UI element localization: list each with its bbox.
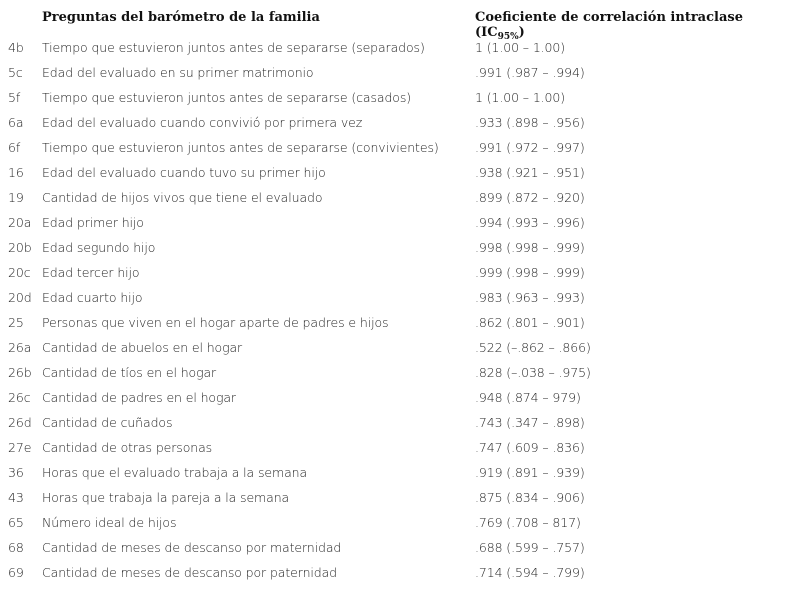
table-row	[0, 560, 795, 585]
row-question: Edad del evaluado en su primer matrimonio	[42, 65, 314, 80]
table-row	[0, 535, 795, 560]
row-icc: .994 (.993 – .996)	[475, 215, 585, 230]
table-row	[0, 210, 795, 235]
row-icc: .714 (.594 – .799)	[475, 565, 585, 580]
row-icc: 1 (1.00 – 1.00)	[475, 40, 566, 55]
row-id: 20d	[8, 290, 32, 305]
table-row	[0, 310, 795, 335]
row-question: Tiempo que estuvieron juntos antes de separarse (convivientes)	[42, 140, 439, 155]
row-icc: .999 (.998 – .999)	[475, 265, 585, 280]
row-id: 20b	[8, 240, 32, 255]
column-header-questions: Preguntas del barómetro de la familia	[42, 10, 320, 25]
table-body	[0, 35, 795, 585]
row-id: 26b	[8, 365, 32, 380]
table-row	[0, 410, 795, 435]
row-question: Edad tercer hijo	[42, 265, 140, 280]
column-header-icc-close: )	[518, 25, 525, 40]
row-question: Cantidad de otras personas	[42, 440, 213, 455]
row-question: Edad cuarto hijo	[42, 290, 143, 305]
row-question: Edad del evaluado cuando tuvo su primer hijo	[42, 165, 326, 180]
row-question: Edad del evaluado cuando convivió por primera vez	[42, 115, 363, 130]
table-row	[0, 60, 795, 85]
row-id: 36	[8, 465, 24, 480]
row-id: 6f	[8, 140, 21, 155]
row-icc: .743 (.347 – .898)	[475, 415, 585, 430]
table-row	[0, 160, 795, 185]
row-question: Cantidad de meses de descanso por paternidad	[42, 565, 337, 580]
row-id: 5c	[8, 65, 23, 80]
row-question: Horas que trabaja la pareja a la semana	[42, 490, 290, 505]
row-id: 20c	[8, 265, 31, 280]
row-icc: .948 (.874 – 979)	[475, 390, 581, 405]
row-icc: .919 (.891 – .939)	[475, 465, 585, 480]
row-icc: .769 (.708 – 817)	[475, 515, 581, 530]
row-id: 43	[8, 490, 24, 505]
row-question: Tiempo que estuvieron juntos antes de separarse (casados)	[42, 90, 412, 105]
table-row	[0, 235, 795, 260]
row-question: Horas que el evaluado trabaja a la semana	[42, 465, 308, 480]
row-id: 26a	[8, 340, 32, 355]
table-row	[0, 135, 795, 160]
row-icc: .998 (.998 – .999)	[475, 240, 585, 255]
row-id: 25	[8, 315, 24, 330]
row-id: 69	[8, 565, 24, 580]
table-row	[0, 460, 795, 485]
table-row	[0, 510, 795, 535]
table-row	[0, 435, 795, 460]
table-row	[0, 285, 795, 310]
table-row	[0, 35, 795, 60]
row-icc: 1 (1.00 – 1.00)	[475, 90, 566, 105]
row-question: Cantidad de abuelos en el hogar	[42, 340, 243, 355]
table-row	[0, 110, 795, 135]
row-id: 5f	[8, 90, 21, 105]
table-row	[0, 260, 795, 285]
row-icc: .991 (.987 – .994)	[475, 65, 585, 80]
row-icc: .983 (.963 – .993)	[475, 290, 585, 305]
row-icc: .938 (.921 – .951)	[475, 165, 585, 180]
row-id: 65	[8, 515, 24, 530]
row-icc: .899 (.872 – .920)	[475, 190, 585, 205]
row-icc: .688 (.599 – .757)	[475, 540, 585, 555]
row-id: 26d	[8, 415, 32, 430]
row-id: 20a	[8, 215, 32, 230]
row-id: 6a	[8, 115, 24, 130]
row-question: Cantidad de hijos vivos que tiene el evaluado	[42, 190, 323, 205]
column-header-icc-label: Coeficiente de correlación intraclase (IC	[475, 10, 743, 40]
row-icc: .747 (.609 – .836)	[475, 440, 585, 455]
row-question: Personas que viven en el hogar aparte de padres e hijos	[42, 315, 389, 330]
table-row	[0, 85, 795, 110]
row-id: 4b	[8, 40, 24, 55]
row-question: Cantidad de padres en el hogar	[42, 390, 236, 405]
row-icc: .875 (.834 – .906)	[475, 490, 585, 505]
row-question: Edad segundo hijo	[42, 240, 156, 255]
table-row	[0, 385, 795, 410]
table-row	[0, 335, 795, 360]
row-id: 26c	[8, 390, 31, 405]
row-question: Cantidad de cuñados	[42, 415, 173, 430]
row-question: Número ideal de hijos	[42, 515, 177, 530]
row-icc: .522 (–.862 – .866)	[475, 340, 591, 355]
table-row	[0, 360, 795, 385]
row-question: Cantidad de meses de descanso por maternidad	[42, 540, 342, 555]
row-question: Cantidad de tíos en el hogar	[42, 365, 217, 380]
row-id: 19	[8, 190, 24, 205]
table-row	[0, 485, 795, 510]
row-id: 68	[8, 540, 24, 555]
row-icc: .862 (.801 – .901)	[475, 315, 585, 330]
table-row	[0, 185, 795, 210]
row-icc: .991 (.972 – .997)	[475, 140, 585, 155]
row-question: Tiempo que estuvieron juntos antes de separarse (separados)	[42, 40, 425, 55]
row-question: Edad primer hijo	[42, 215, 144, 230]
column-header-icc-subscript: 95%	[497, 32, 519, 42]
row-icc: .933 (.898 – .956)	[475, 115, 585, 130]
row-id: 27e	[8, 440, 32, 455]
row-id: 16	[8, 165, 24, 180]
row-icc: .828 (–.038 – .975)	[475, 365, 591, 380]
